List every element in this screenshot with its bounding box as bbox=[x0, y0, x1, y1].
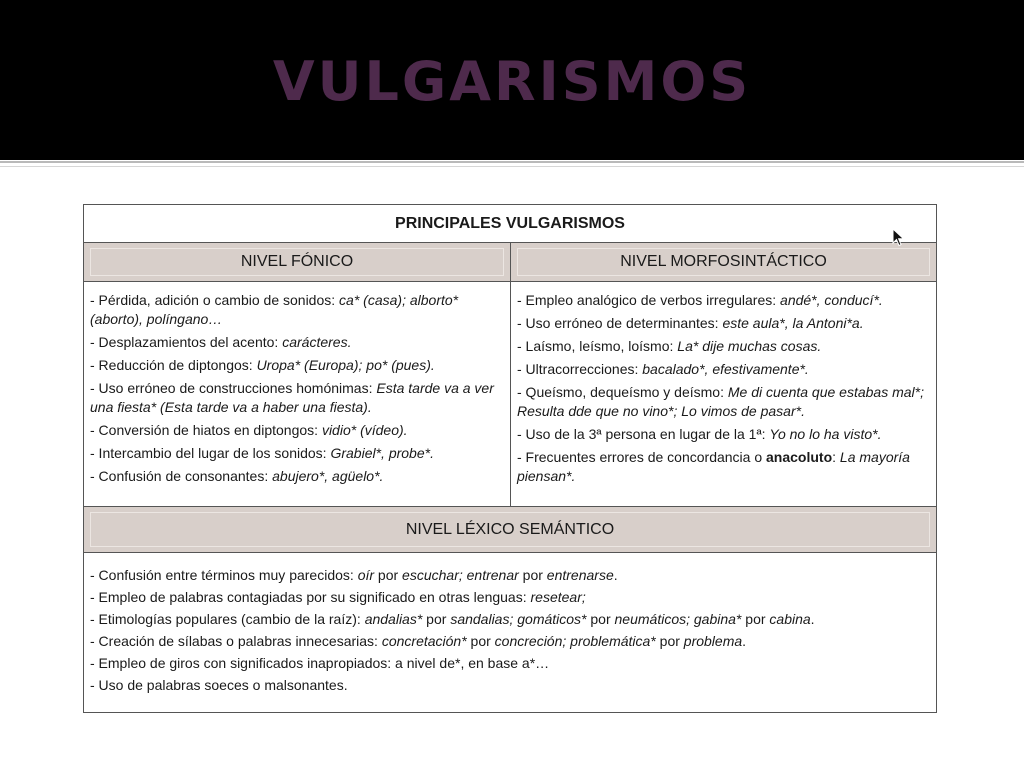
lexico-column bbox=[84, 553, 936, 713]
item-text: por bbox=[466, 633, 495, 649]
item-text: . bbox=[742, 633, 747, 649]
item-text: . bbox=[810, 611, 815, 627]
item-example: resetear; bbox=[530, 589, 586, 605]
slide-header bbox=[0, 0, 1024, 160]
vulgarismos-table bbox=[83, 204, 937, 713]
item-text: por bbox=[518, 567, 547, 583]
item-text: - Confusión de consonantes: bbox=[90, 468, 273, 484]
item-text: - Laísmo, leísmo, loísmo: bbox=[517, 338, 678, 354]
item-text: - Uso erróneo de construcciones homónimas: bbox=[90, 380, 377, 396]
item-text: - Uso de palabras soeces o malsonantes. bbox=[90, 677, 348, 693]
lexico-item bbox=[90, 632, 932, 651]
header-divider bbox=[0, 161, 1024, 163]
lexico-item bbox=[90, 610, 932, 629]
item-example: concreción; problemática* bbox=[494, 633, 656, 649]
morfo-item bbox=[517, 291, 932, 310]
morfo-item bbox=[517, 360, 932, 379]
item-text: - Creación de sílabas o palabras innecesarias: bbox=[90, 633, 382, 649]
item-text: . bbox=[613, 567, 618, 583]
item-text: - Intercambio del lugar de los sonidos: bbox=[90, 445, 331, 461]
table-title: PRINCIPALES VULGARISMOS bbox=[84, 205, 936, 243]
item-text: por bbox=[374, 567, 403, 583]
item-example: Grabiel*, probe*. bbox=[330, 445, 434, 461]
item-example: ca* (casa); alborto* (aborto), políngano… bbox=[90, 292, 459, 327]
fonico-item bbox=[90, 467, 506, 486]
item-example: bacalado*, efestivamente*. bbox=[642, 361, 809, 377]
item-example: andé*, conducí*. bbox=[780, 292, 883, 308]
item-example: sandalias; gomáticos* bbox=[450, 611, 587, 627]
item-text: - Empleo analógico de verbos irregulares: bbox=[517, 292, 781, 308]
lexico-item bbox=[90, 654, 932, 673]
item-example: neumáticos; gabina* bbox=[614, 611, 742, 627]
item-keyword: anacoluto bbox=[766, 449, 833, 465]
item-example: Yo no lo ha visto*. bbox=[769, 426, 882, 442]
item-example: Me di cuenta que estabas mal*; Resulta dde que no vino*; Lo vimos de pasar*. bbox=[517, 384, 924, 419]
item-text: por bbox=[655, 633, 684, 649]
mouse-cursor-icon bbox=[892, 228, 906, 248]
item-example: Esta tarde va a ver una fiesta* (Esta tarde va a haber una fiesta). bbox=[90, 380, 494, 415]
item-text: - Uso de la 3ª persona en lugar de la 1ª: bbox=[517, 426, 770, 442]
header-divider-thin bbox=[0, 166, 1024, 167]
morfosintactico-header bbox=[511, 243, 936, 282]
morfosintactico-heading: NIVEL MORFOSINTÁCTICO bbox=[517, 248, 930, 276]
morfo-item bbox=[517, 337, 932, 356]
morfosintactico-column bbox=[511, 282, 936, 506]
item-example: vidio* (vídeo). bbox=[321, 422, 408, 438]
item-text: - Empleo de palabras contagiadas por su significado en otras lenguas: bbox=[90, 589, 531, 605]
item-example: problema bbox=[683, 633, 743, 649]
item-text: - Conversión de hiatos en diptongos: bbox=[90, 422, 322, 438]
item-text: - Etimologías populares (cambio de la raíz): bbox=[90, 611, 365, 627]
item-text: - Confusión entre términos muy parecidos: bbox=[90, 567, 358, 583]
item-text: - Frecuentes errores de concordancia o bbox=[517, 449, 767, 465]
morfo-item bbox=[517, 425, 932, 444]
item-text: - Uso erróneo de determinantes: bbox=[517, 315, 723, 331]
lexico-item bbox=[90, 676, 932, 695]
item-text: por bbox=[422, 611, 451, 627]
morfo-item bbox=[517, 383, 932, 421]
fonico-heading: NIVEL FÓNICO bbox=[90, 248, 504, 276]
item-example: andalias* bbox=[364, 611, 423, 627]
fonico-header bbox=[84, 243, 511, 282]
item-example: concretación* bbox=[381, 633, 467, 649]
fonico-item bbox=[90, 291, 506, 329]
item-example: carácteres. bbox=[282, 334, 352, 350]
lexico-heading: NIVEL LÉXICO SEMÁNTICO bbox=[90, 512, 930, 547]
item-text: por bbox=[741, 611, 770, 627]
item-example: Uropa* (Europa); po* (pues). bbox=[256, 357, 435, 373]
fonico-item bbox=[90, 356, 506, 375]
fonico-column bbox=[84, 282, 511, 506]
fonico-item bbox=[90, 444, 506, 463]
lexico-item bbox=[90, 588, 932, 607]
item-text: - Empleo de giros con significados inapropiados: a nivel de*, en base a*… bbox=[90, 655, 550, 671]
fonico-item bbox=[90, 421, 506, 440]
item-text: : bbox=[832, 449, 840, 465]
lexico-header bbox=[84, 506, 936, 553]
morfo-item bbox=[517, 448, 932, 486]
item-text: - Queísmo, dequeísmo y deísmo: bbox=[517, 384, 728, 400]
item-example: escuchar; entrenar bbox=[402, 567, 519, 583]
fonico-item bbox=[90, 379, 506, 417]
slide-title: VULGARISMOS bbox=[272, 50, 752, 113]
item-example: oír bbox=[357, 567, 375, 583]
item-example: entrenarse bbox=[546, 567, 614, 583]
morfo-item bbox=[517, 314, 932, 333]
item-example: abujero*, agüelo*. bbox=[272, 468, 384, 484]
item-text: - Reducción de diptongos: bbox=[90, 357, 257, 373]
item-text: por bbox=[586, 611, 615, 627]
item-example: La* dije muchas cosas. bbox=[677, 338, 822, 354]
item-text: - Pérdida, adición o cambio de sonidos: bbox=[90, 292, 340, 308]
lexico-item bbox=[90, 566, 932, 585]
item-example: este aula*, la Antoni*a. bbox=[722, 315, 864, 331]
fonico-item bbox=[90, 333, 506, 352]
item-text: - Desplazamientos del acento: bbox=[90, 334, 283, 350]
item-text: - Ultracorrecciones: bbox=[517, 361, 643, 377]
item-example: cabina bbox=[769, 611, 811, 627]
item-example: La mayoría piensan*. bbox=[517, 449, 910, 484]
